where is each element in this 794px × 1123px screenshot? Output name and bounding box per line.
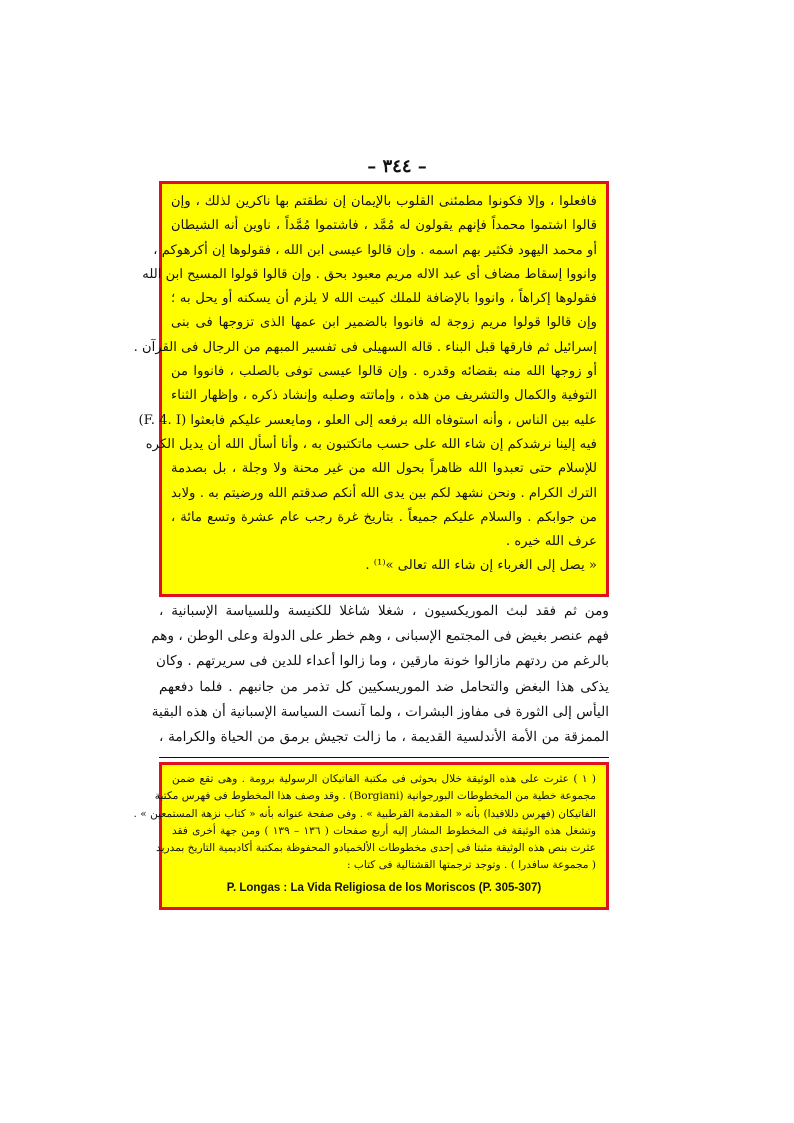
footnote-line: ( مجموعة سافدرا ) . وتوجد ترجمتها القشتالية فى كتاب :: [346, 859, 596, 872]
page-number: – ٣٤٤ –: [367, 156, 427, 177]
quoted-line: الترك الكرام . ونحن نشهد لكم بين يدى الله أنكم صدقتم الله ورضيتم به . ولابد: [171, 485, 597, 501]
quoted-closing-line: « يصل إلى الغرباء إن شاء الله تعالى »⁽¹⁾ .: [365, 558, 597, 574]
quoted-line: التوفية والكمال والتشريف من هذه ، وإماتته وصلبه وإنشاد ذكره ، وإظهار الثناء: [171, 388, 597, 404]
quoted-line: أو محمد اليهود فكثير بهم اسمه . وإن قالوا عيسى ابن الله ، فقولوها إن أكرهوكم ،: [153, 242, 597, 258]
footnote-block: [133, 762, 609, 910]
quoted-line: أو زوجها الله منه بقضائه وقدره . وإن قالوا عيسى توفى بالصلب ، فانووا من: [171, 364, 597, 380]
quoted-line: وانووا إسقاط مضاف أى عبد الاله مريم معبود بحق . وإن قالوا قولوا المسيح ابن الله: [142, 266, 597, 282]
body-line: بالرغم من ردتهم مازالوا خونة مارقين ، وما زالوا أعداء للدين فى سريرتهم . وكان: [155, 653, 609, 670]
quoted-line: إسرائيل ثم فارقها قبل البناء . قاله السهيلى فى تفسير المبهم من الرجال فى القرآن .: [133, 339, 597, 355]
body-line: فهم عنصر بغيض فى المجتمع الإسبانى ، وهم خطر على الدولة وعلى الوطن ، وهم: [151, 628, 609, 645]
quoted-line: فافعلوا ، وإلا فكونوا مطمئنى القلوب بالإيمان إن نطقتم بها ناكرين لذلك ، وإن: [171, 194, 597, 209]
quoted-letter-block: [133, 181, 609, 597]
body-line: يذكى هذا البغض والتحامل ضد الموريسكيين كل تذمر من جانبهم . فلما دفعهم: [159, 678, 609, 695]
footnote-line: مجموعة خطية من المخطوطات البورجوانية (Borgiani) . وقد وصف هذا المخطوط فى فهرس مكتبة: [154, 790, 596, 803]
footnote-separator: [159, 757, 609, 758]
footnote-line: الفاتيكان (فهرس دللافيدا) بأنه « المقدمة القرطبية » . وفى صفحة عنوانه بأنه « كتاب نزهة المستمعين » .: [133, 807, 596, 820]
body-line: ومن ثم فقد لبث الموريكسيون ، شغلا شاغلا للكنيسة وللسياسة الإسبانية ،: [159, 603, 609, 619]
quoted-line: عرف الله خيره .: [505, 534, 597, 550]
quoted-line: عليه بين الناس ، وأنه استوفاه الله برفعه إلى العلو ، ومايعسر عليكم فابعثوا (F. 4. I): [138, 412, 597, 428]
quoted-line: للإسلام حتى تعبدوا الله ظاهراً بحول الله من غير محنة ولا وجلة ، بل بصدمة: [171, 461, 597, 477]
quoted-line: فيه إلينا نرشدكم إن شاء الله على حسب ماتكتبون به ، وأنا أسأل الله أن يديل الكره: [145, 436, 597, 452]
footnote-line: وتشغل هذه الوثيقة فى المخطوط المشار إليه أربع صفحات ( ١٣٦ – ١٣٩ ) ومن جهة أخرى فقد: [172, 824, 596, 837]
quoted-line: من جوابكم . والسلام عليكم جميعاً . بتاريخ غرة رجب عام عشرة وتسع مائة ،: [171, 509, 597, 525]
quoted-line: وإن قالوا قولوا مريم زوجة له فانووا بالضمير ابن عمها الذى تزوجها فى بنى: [171, 315, 597, 331]
footnote-reference: P. Longas : La Vida Religiosa de los Moriscos (P. 305-307): [226, 881, 542, 894]
footnote-line: عثرت بنص هذه الوثيقة مثبتا فى إحدى مخطوطات الألخميادو المحفوظة بمكتبة أكاديمية التاريخ بمدريد: [156, 842, 596, 855]
quoted-line: فقولوها إكراهاً ، وانووا بالإضافة للملك كبيت الله لا يلزم أن يسكنه أو يحل به ؛: [171, 291, 597, 307]
quoted-line: قالوا اشتموا محمداً فإنهم يقولون له مُمَّد ، فاشتموا مُمَّداً ، ناوين أنه الشيطان: [171, 218, 597, 234]
footnote-line: ( ١ ) عثرت على هذه الوثيقة خلال بحوثى فى مكتبة الفاتيكان الرسولية برومة . وهى تقع ضمن: [172, 773, 596, 785]
body-paragraph: [151, 599, 609, 750]
body-line: الممزقة من الأمة الأندلسية القديمة ، ما زالت تجيش برمق من الحياة والكرامة ،: [159, 729, 609, 746]
body-line: اليأس إلى الثورة فى مفاوز البشرات ، ولما آنست السياسة الإسبانية أن هذه البقية: [151, 703, 609, 720]
